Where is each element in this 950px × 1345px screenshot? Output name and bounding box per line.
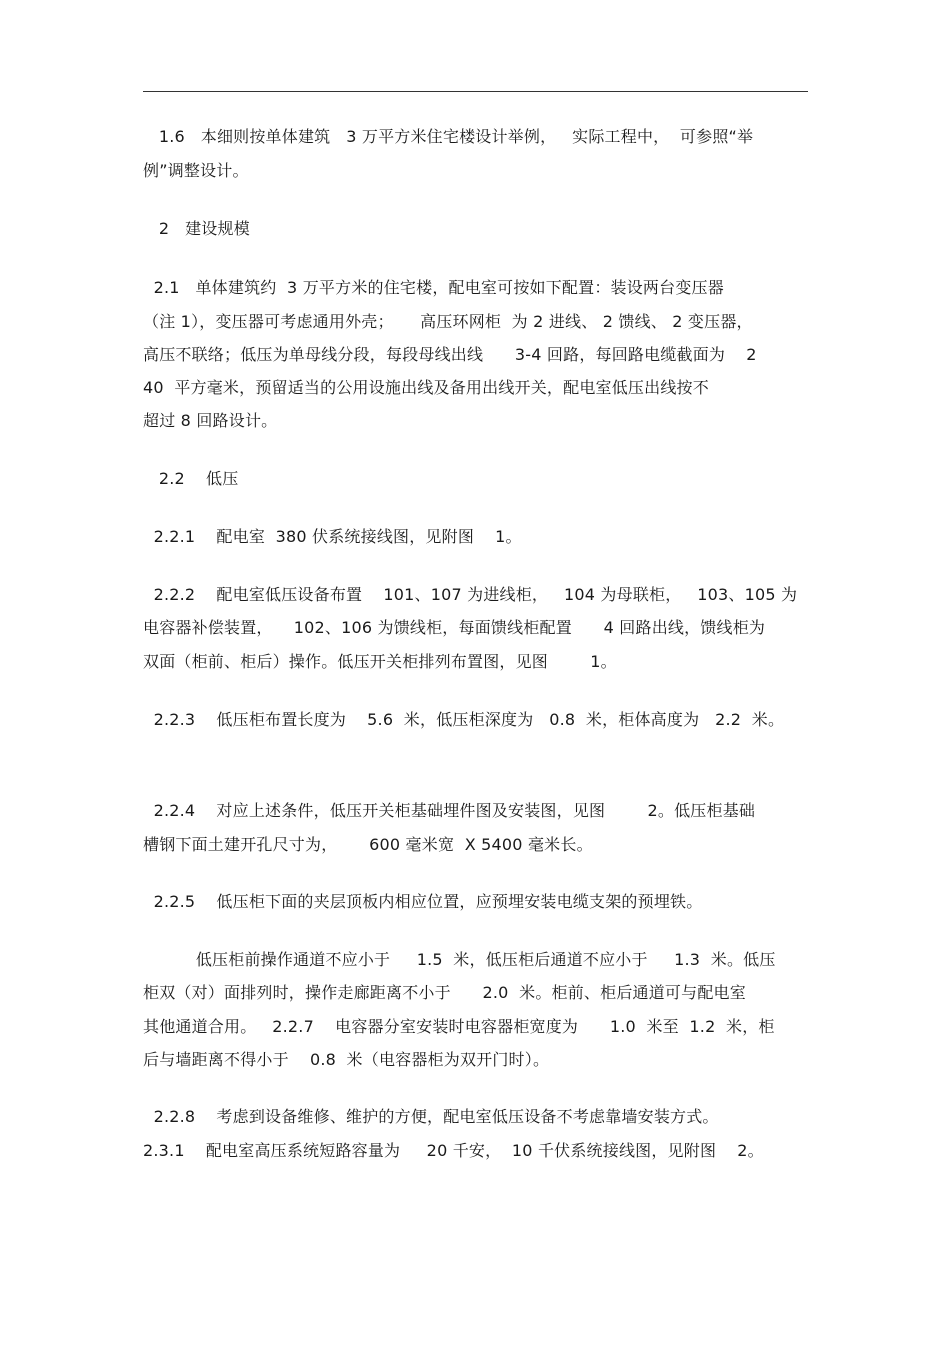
section-heading: 2 建设规模 — [143, 219, 250, 238]
section-heading: 2.2 低压 — [143, 469, 239, 488]
text-line: 槽钢下面土建开孔尺寸为， 600 毫米宽 X 5400 毫米长。 — [143, 835, 593, 854]
text-line: 40 平方毫米，预留适当的公用设施出线及备用出线开关，配电室低压出线按不 — [143, 378, 709, 397]
text-line: 2.3.1 配电室高压系统短路容量为 20 千安， 10 千伏系统接线图，见附图 2。 — [143, 1141, 764, 1160]
text-line: 2.2.8 考虑到设备维修、维护的方便，配电室低压设备不考虑靠墙安装方式。 — [143, 1107, 719, 1126]
text-line: 例”调整设计。 — [143, 161, 249, 180]
text-line: 电容器补偿装置， 102、106 为馈线柜，每面馈线柜配置 4 回路出线，馈线柜为 — [143, 618, 766, 637]
header-rule — [143, 91, 808, 92]
text-line: 后与墙距离不得小于 0.8 米（电容器柜为双开门时）。 — [143, 1050, 550, 1069]
text-line: 低压柜前操作通道不应小于 1.5 米，低压柜后通道不应小于 1.3 米。低压 — [143, 950, 776, 969]
text-line: 2.1 单体建筑约 3 万平方米的住宅楼，配电室可按如下配置：装设两台变压器 — [143, 278, 724, 297]
text-line: 超过 8 回路设计。 — [143, 411, 278, 430]
text-line: 2.2.4 对应上述条件，低压开关柜基础埋件图及安装图，见图 2。低压柜基础 — [143, 801, 756, 820]
text-line: （注 1），变压器可考虑通用外壳； 高压环网柜 为 2 进线、 2 馈线、 2 变压器， — [143, 312, 753, 331]
text-line: 2.2.5 低压柜下面的夹层顶板内相应位置，应预埋安装电缆支架的预埋铁。 — [143, 892, 703, 911]
text-line: 双面（柜前、柜后）操作。低压开关柜排列布置图，见图 1。 — [143, 652, 617, 671]
text-line: 2.2.1 配电室 380 伏系统接线图，见附图 1。 — [143, 527, 522, 546]
text-line: 1.6 本细则按单体建筑 3 万平方米住宅楼设计举例， 实际工程中， 可参照“举 — [143, 127, 754, 146]
text-line: 2.2.2 配电室低压设备布置 101、107 为进线柜， 104 为母联柜， 103、105 为 — [143, 585, 798, 604]
text-line: 柜双（对）面排列时，操作走廊距离不小于 2.0 米。柜前、柜后通道可与配电室 — [143, 983, 746, 1002]
text-line: 2.2.3 低压柜布置长度为 5.6 米，低压柜深度为 0.8 米，柜体高度为 2.2 米。 — [143, 710, 785, 729]
text-line: 其他通道合用。 2.2.7 电容器分室安装时电容器柜宽度为 1.0 米至 1.2 米，柜 — [143, 1017, 775, 1036]
text-line: 高压不联络；低压为单母线分段，每段母线出线 3-4 回路，每回路电缆截面为 2 — [143, 345, 757, 364]
